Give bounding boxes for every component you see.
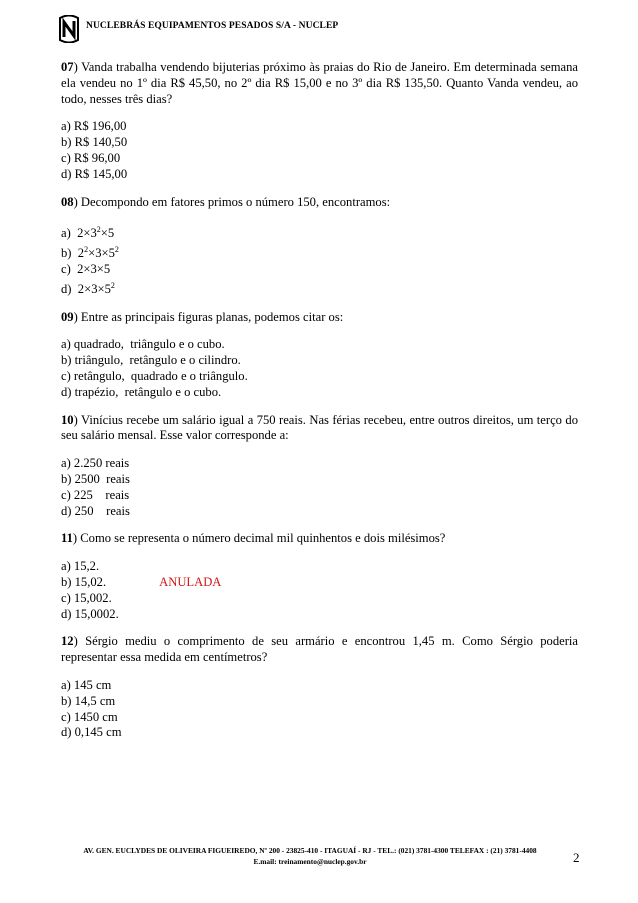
annulled-label: ANULADA bbox=[159, 574, 222, 589]
option-c: c) retângulo, quadrado e o triângulo. bbox=[61, 368, 248, 383]
option-a: a) R$ 196,00 bbox=[61, 119, 127, 134]
question-07 bbox=[61, 60, 578, 107]
option-c: c) 1450 cm bbox=[61, 709, 118, 724]
option-d: d) R$ 145,00 bbox=[61, 166, 128, 181]
question-number: 11 bbox=[61, 531, 73, 546]
option-d: d) trapézio, retângulo e o cubo. bbox=[61, 384, 222, 399]
question-number: 09 bbox=[61, 309, 74, 324]
option-b: b) 15,02. ANULADA bbox=[61, 574, 222, 589]
question-text: ) Sérgio mediu o comprimento de seu armário e encontrou 1,45 m. Como Sérgio poderia representar essa medida em centímetros? bbox=[61, 634, 578, 665]
question-text: ) Decompondo em fatores primos o número 150, encontramos: bbox=[73, 194, 391, 209]
question-08 bbox=[61, 195, 578, 211]
nuclep-logo-icon bbox=[58, 15, 80, 43]
question-text: ) Vinícius recebe um salário igual a 750 reais. Nas férias recebeu, entre outros direitos, um terço do seu salário mensal. Esse valor corresponde a: bbox=[61, 412, 578, 443]
page-footer bbox=[60, 845, 560, 867]
option-d: d) 250 reais bbox=[61, 503, 130, 518]
question-09 bbox=[61, 310, 578, 326]
footer-email: E.mail: treinamento@nuclep.gov.br bbox=[253, 857, 367, 866]
option-c: c) 2×3×5 bbox=[61, 261, 111, 276]
question-11 bbox=[61, 531, 578, 547]
option-d: d) 15,0002. bbox=[61, 606, 119, 621]
questions-section bbox=[61, 60, 578, 753]
question-text: ) Entre as principais figuras planas, podemos citar os: bbox=[73, 309, 344, 324]
question-10 bbox=[61, 413, 578, 445]
option-a: a) quadrado, triângulo e o cubo. bbox=[61, 337, 225, 352]
options-11 bbox=[61, 559, 578, 622]
question-number: 08 bbox=[61, 194, 74, 209]
options-09 bbox=[61, 337, 578, 400]
company-name: NUCLEBRÁS EQUIPAMENTOS PESADOS S/A - NUCLEP bbox=[86, 21, 339, 31]
option-b: b) triângulo, retângulo e o cilindro. bbox=[61, 353, 241, 368]
option-a: a) 15,2. bbox=[61, 559, 100, 574]
option-b: b) $2^2\times 3\times 5^2$ bbox=[61, 245, 119, 261]
footer-address: AV. GEN. EUCLYDES DE OLIVEIRA FIGUEIREDO, Nº 200 - 23825-410 - ITAGUAÍ - RJ - TEL.: (021) 3781-4300 TELEFAX : (21) 3781-4408 bbox=[83, 846, 537, 855]
question-12 bbox=[61, 634, 578, 666]
option-b: b) R$ 140,50 bbox=[61, 135, 128, 150]
option-a: a) $2\times 3^2\times 5$ bbox=[61, 225, 115, 241]
option-a: a) 2.250 reais bbox=[61, 456, 130, 471]
option-b: b) 14,5 cm bbox=[61, 693, 116, 708]
option-c: c) 225 reais bbox=[61, 487, 130, 502]
option-c: c) R$ 96,00 bbox=[61, 150, 121, 165]
option-d: d) $2\times 3\times 5^2$ bbox=[61, 280, 115, 296]
options-12 bbox=[61, 678, 578, 741]
question-number: 12 bbox=[61, 634, 74, 649]
option-a: a) 145 cm bbox=[61, 677, 112, 692]
option-d: d) 0,145 cm bbox=[61, 725, 122, 740]
question-text: ) Como se representa o número decimal mil quinhentos e dois milésimos? bbox=[72, 531, 446, 546]
question-text: ) Vanda trabalha vendendo bijuterias próximo às praias do Rio de Janeiro. Em determinada semana ela vendeu no 1º dia R$ 45,50, no 2º dia R$ 15,00 e no 3º dia R$ 135,50. Quanto Vanda vendeu, ao todo, nesses três dias? bbox=[61, 60, 578, 106]
question-number: 10 bbox=[61, 412, 74, 427]
options-10 bbox=[61, 456, 578, 519]
options-07 bbox=[61, 119, 578, 182]
option-c: c) 15,002. bbox=[61, 590, 112, 605]
option-b: b) 2500 reais bbox=[61, 471, 130, 486]
question-number: 07 bbox=[61, 60, 74, 74]
page-header bbox=[58, 12, 338, 46]
page-number: 2 bbox=[573, 850, 580, 865]
options-08 bbox=[61, 222, 578, 297]
